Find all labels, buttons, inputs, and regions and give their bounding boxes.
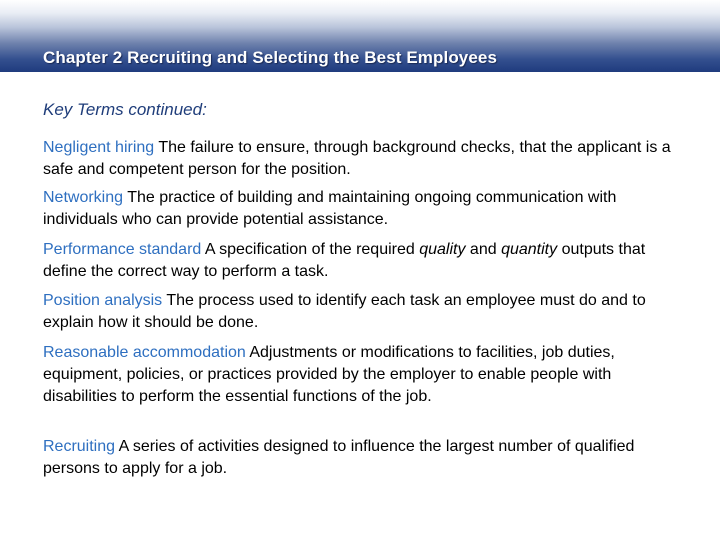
page-title: Chapter 2 Recruiting and Selecting the Best Employees: [43, 48, 498, 67]
term-name: Performance standard: [43, 241, 202, 258]
term-definition: The process used to identify each task an employee must do and to explain how it should be done.: [43, 292, 646, 331]
header-bar: [0, 0, 720, 72]
term-definition: and: [465, 241, 502, 258]
term-networking: [43, 187, 673, 231]
term-definition: The failure to ensure, through background checks, that the applicant is a safe and competent person for the position.: [43, 139, 671, 178]
term-name: Negligent hiring: [43, 139, 155, 156]
term-negligent-hiring: [43, 137, 673, 181]
term-name: Reasonable accommodation: [43, 344, 246, 361]
term-position-analysis: [43, 290, 673, 334]
term-name: Recruiting: [43, 438, 116, 455]
term-name: Position analysis: [43, 292, 163, 309]
term-definition: The practice of building and maintaining ongoing communication with individuals who can provide potential assistance.: [43, 189, 617, 228]
term-reasonable-accommodation: [43, 342, 673, 408]
term-definition-italic: quantity: [501, 241, 558, 258]
term-definition-italic: quality: [419, 241, 466, 258]
term-performance-standard: [43, 239, 673, 283]
term-definition: outputs that define the correct way to perform a task.: [43, 241, 646, 280]
term-definition: A series of activities designed to influence the largest number of qualified persons to apply for a job.: [43, 438, 635, 477]
term-recruiting: [43, 436, 673, 480]
term-name: Networking: [43, 189, 124, 206]
term-definition: Adjustments or modifications to facilities, job duties, equipment, policies, or practices provided by the employer to enable people with disabilities to perform the essential functions of the job.: [43, 344, 615, 405]
section-subtitle: Key Terms continued:: [43, 100, 207, 119]
term-definition: A specification of the required: [201, 241, 420, 258]
